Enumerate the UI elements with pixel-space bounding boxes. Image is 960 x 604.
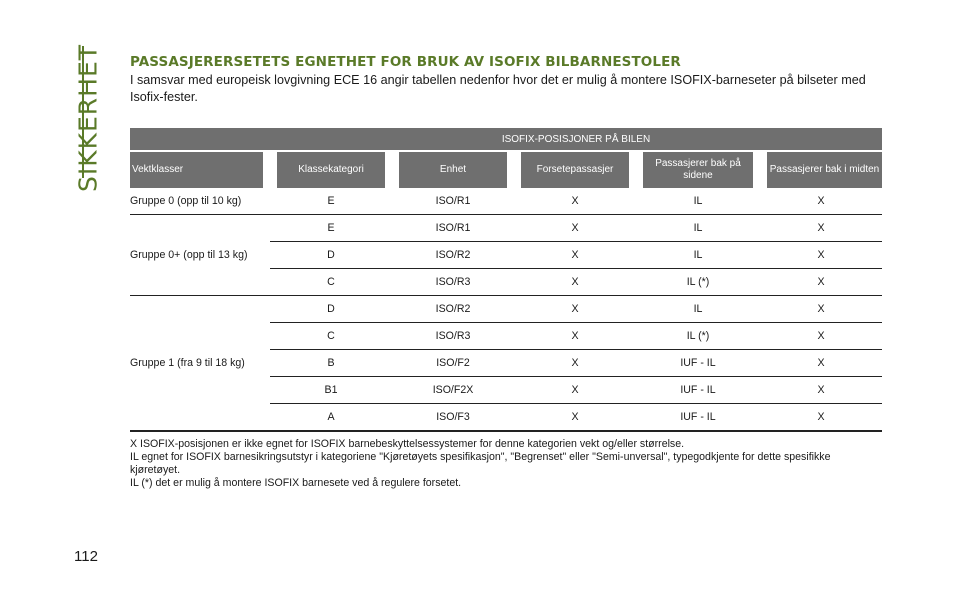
group-header: ISOFIX-POSISJONER PÅ BILEN bbox=[270, 128, 882, 151]
table-cell: ISO/R3 bbox=[392, 323, 514, 350]
table-cell: ISO/F3 bbox=[392, 404, 514, 432]
table-cell: B1 bbox=[270, 377, 392, 404]
table-cell: X bbox=[514, 215, 636, 242]
table-cell: ISO/R2 bbox=[392, 242, 514, 269]
table-cell: X bbox=[760, 350, 882, 377]
isofix-table bbox=[130, 128, 882, 432]
table-cell: IUF - IL bbox=[636, 404, 760, 432]
table-cell: ISO/F2X bbox=[392, 377, 514, 404]
table-cell: X bbox=[760, 215, 882, 242]
table-cell: IUF - IL bbox=[636, 377, 760, 404]
table-cell: IL (*) bbox=[636, 323, 760, 350]
table-cell: X bbox=[760, 404, 882, 432]
intro-paragraph: I samsvar med europeisk lovgivning ECE 16 angir tabellen nedenfor hvor det er mulig å montere ISOFIX-barneseter på bilseter med Isofix-fester. bbox=[130, 73, 866, 104]
table-cell: X bbox=[514, 188, 636, 215]
table-cell: C bbox=[270, 323, 392, 350]
table-cell: IL bbox=[636, 296, 760, 323]
table-cell: X bbox=[760, 377, 882, 404]
note-line: X ISOFIX-posisjonen er ikke egnet for ISOFIX barnebeskyttelsessystemer for denne kategorien vekt og/eller størrelse. bbox=[130, 438, 685, 450]
table-row bbox=[130, 296, 882, 323]
table-cell: E bbox=[270, 215, 392, 242]
table-cell: IL bbox=[636, 188, 760, 215]
table-cell: X bbox=[514, 242, 636, 269]
table-cell: X bbox=[760, 242, 882, 269]
notes bbox=[130, 438, 882, 490]
table-cell: X bbox=[760, 188, 882, 215]
column-header: Passasjerer bak i midten bbox=[760, 151, 882, 188]
table-cell: X bbox=[760, 323, 882, 350]
table-cell: X bbox=[514, 296, 636, 323]
table-cell: D bbox=[270, 242, 392, 269]
table-cell: C bbox=[270, 269, 392, 296]
weight-group-cell: Gruppe 1 (fra 9 til 18 kg) bbox=[130, 296, 270, 432]
table-cell: ISO/R2 bbox=[392, 296, 514, 323]
note-line: IL (*) det er mulig å montere ISOFIX barnesete ved å regulere forsetet. bbox=[130, 477, 462, 489]
weight-group-cell: Gruppe 0+ (opp til 13 kg) bbox=[130, 215, 270, 296]
table-cell: ISO/F2 bbox=[392, 350, 514, 377]
table-header-spacer bbox=[130, 128, 270, 151]
table-cell: IL bbox=[636, 242, 760, 269]
table-cell: B bbox=[270, 350, 392, 377]
column-header: Enhet bbox=[392, 151, 514, 188]
table-cell: IL bbox=[636, 215, 760, 242]
column-header: Vektklasser bbox=[130, 151, 270, 188]
table-row bbox=[130, 188, 882, 215]
table-cell: X bbox=[514, 323, 636, 350]
main-content bbox=[130, 54, 882, 490]
table-cell: X bbox=[514, 350, 636, 377]
note-line: IL egnet for ISOFIX barnesikringsutstyr i kategoriene "Kjøretøyets spesifikasjon", "Begrenset" eller "Semi-unversal", typegodkjente for dette spesifikke kjøretøyet. bbox=[130, 451, 831, 476]
page-number: 112 bbox=[74, 548, 98, 565]
page-title: PASSASJERERSETETS EGNETHET FOR BRUK AV ISOFIX BILBARNESTOLER bbox=[130, 54, 681, 70]
table-cell: X bbox=[514, 377, 636, 404]
table-cell: X bbox=[760, 269, 882, 296]
table-cell: D bbox=[270, 296, 392, 323]
column-header: Klassekategori bbox=[270, 151, 392, 188]
table-cell: A bbox=[270, 404, 392, 432]
weight-group-cell: Gruppe 0 (opp til 10 kg) bbox=[130, 188, 270, 215]
section-label: SIKKERHET bbox=[73, 43, 103, 193]
table-cell: X bbox=[514, 269, 636, 296]
table-cell: X bbox=[760, 296, 882, 323]
table-cell: ISO/R1 bbox=[392, 188, 514, 215]
table-cell: IL (*) bbox=[636, 269, 760, 296]
table-body bbox=[130, 188, 882, 431]
section-tab bbox=[68, 43, 108, 193]
column-header: Passasjerer bak på sidene bbox=[636, 151, 760, 188]
column-header-row bbox=[130, 151, 882, 188]
table-cell: ISO/R3 bbox=[392, 269, 514, 296]
column-header: Forsetepassasjer bbox=[514, 151, 636, 188]
table-cell: ISO/R1 bbox=[392, 215, 514, 242]
table-cell: E bbox=[270, 188, 392, 215]
table-cell: IUF - IL bbox=[636, 350, 760, 377]
table-cell: X bbox=[514, 404, 636, 432]
table-row bbox=[130, 215, 882, 242]
